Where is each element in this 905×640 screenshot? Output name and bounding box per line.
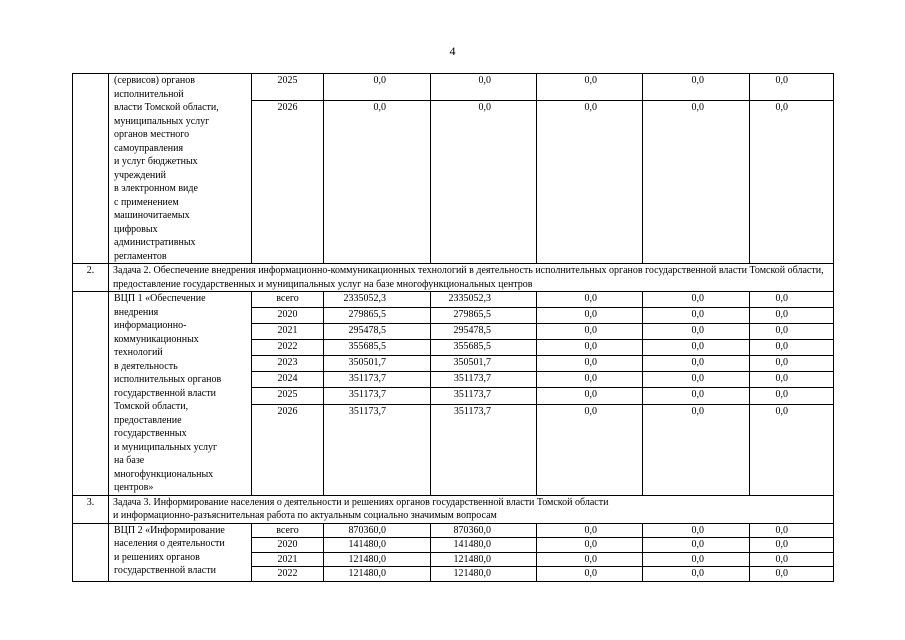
description-line: многофункциональных	[114, 468, 214, 480]
amount-cell: 121480,0	[431, 552, 537, 567]
description-line: учреждений	[114, 169, 166, 181]
amount-cell: 870360,0	[431, 523, 537, 538]
task-row	[73, 264, 834, 292]
description-line: в электронном виде	[114, 183, 198, 194]
task-title	[109, 495, 834, 523]
amount-cell: 0,0	[643, 356, 750, 372]
year-cell: 2020	[252, 538, 324, 553]
description-line: органов местного	[114, 129, 190, 140]
amount-cell: 0,0	[643, 388, 750, 404]
amount-cell: 0,0	[643, 340, 750, 356]
amount-cell: 0,0	[643, 404, 750, 495]
amount-cell: 0,0	[537, 404, 643, 495]
amount-cell: 0,0	[750, 292, 834, 308]
amount-cell: 0,0	[643, 324, 750, 340]
description-line: ВЦП 2 «Информирование	[114, 524, 225, 536]
amount-cell: 0,0	[537, 101, 643, 264]
description-line: внедрения	[114, 306, 159, 318]
amount-cell: 0,0	[537, 538, 643, 553]
amount-cell: 0,0	[537, 552, 643, 567]
description-line: цифровых	[114, 223, 158, 235]
amount-cell: 141480,0	[324, 538, 431, 553]
table-row	[73, 74, 834, 101]
amount-cell: 351173,7	[431, 404, 537, 495]
description-line: муниципальных услуг	[114, 115, 210, 127]
description-line: коммуникационных	[114, 333, 199, 345]
amount-cell: 0,0	[750, 567, 834, 582]
amount-cell: 0,0	[537, 567, 643, 582]
description-line: исполнительной	[114, 88, 184, 100]
amount-cell: 2335052,3	[431, 292, 537, 308]
amount-cell: 0,0	[750, 324, 834, 340]
amount-cell: 0,0	[750, 101, 834, 264]
amount-cell: 0,0	[643, 74, 750, 101]
description-line: (сервисов) органов	[114, 75, 196, 86]
description-line: и решениях органов	[114, 551, 200, 563]
description-line: государственной власти	[114, 387, 216, 399]
year-cell: 2022	[252, 567, 324, 582]
year-cell: 2026	[252, 404, 324, 495]
amount-cell: 0,0	[537, 356, 643, 372]
amount-cell: 121480,0	[324, 552, 431, 567]
program-description	[109, 292, 252, 496]
description-line: государственных	[114, 428, 187, 439]
amount-cell: 0,0	[643, 308, 750, 324]
amount-cell: 0,0	[324, 74, 431, 101]
amount-cell: 0,0	[537, 340, 643, 356]
amount-cell: 0,0	[643, 292, 750, 308]
amount-cell: 0,0	[643, 538, 750, 553]
description-line: на базе	[114, 455, 145, 466]
page-number: 4	[449, 44, 456, 58]
description-line: информационно-	[114, 320, 187, 331]
amount-cell: 0,0	[537, 74, 643, 101]
year-cell: всего	[252, 523, 324, 538]
task-number: 3.	[73, 495, 109, 523]
amount-cell: 0,0	[750, 552, 834, 567]
amount-cell: 0,0	[643, 552, 750, 567]
description-line: предоставление	[114, 414, 182, 426]
description-line: центров»	[114, 482, 154, 493]
amount-cell: 870360,0	[324, 523, 431, 538]
amount-cell: 0,0	[750, 308, 834, 324]
amount-cell: 121480,0	[431, 567, 537, 582]
description-line: исполнительных органов	[114, 374, 222, 385]
description-line: и услуг бюджетных	[114, 156, 198, 167]
table-row	[73, 292, 834, 308]
description-line: технологий	[114, 347, 163, 358]
amount-cell: 0,0	[431, 101, 537, 264]
description-line: и муниципальных услуг	[114, 441, 218, 453]
amount-cell: 0,0	[750, 372, 834, 388]
amount-cell: 0,0	[750, 523, 834, 538]
year-cell: 2021	[252, 324, 324, 340]
amount-cell: 0,0	[537, 388, 643, 404]
program-description	[109, 523, 252, 581]
description-line: населения о деятельности	[114, 538, 225, 549]
year-cell: 2024	[252, 372, 324, 388]
amount-cell: 0,0	[537, 292, 643, 308]
description-line: власти Томской области,	[114, 102, 219, 113]
program-description	[109, 74, 252, 264]
task-number: 2.	[73, 264, 109, 292]
amount-cell: 0,0	[431, 74, 537, 101]
description-line: самоуправления	[114, 142, 184, 154]
row-number-cell	[73, 74, 109, 264]
amount-cell: 0,0	[537, 308, 643, 324]
amount-cell: 350501,7	[431, 356, 537, 372]
amount-cell: 0,0	[643, 523, 750, 538]
year-cell: 2023	[252, 356, 324, 372]
amount-cell: 351173,7	[431, 372, 537, 388]
description-line: Томской области,	[114, 401, 189, 412]
year-cell: 2025	[252, 74, 324, 101]
amount-cell: 0,0	[643, 101, 750, 264]
amount-cell: 351173,7	[324, 388, 431, 404]
budget-table	[72, 73, 834, 582]
description-line: регламентов	[114, 250, 167, 262]
amount-cell: 0,0	[750, 388, 834, 404]
amount-cell: 0,0	[643, 372, 750, 388]
amount-cell: 0,0	[324, 101, 431, 264]
row-number-cell	[73, 292, 109, 496]
amount-cell: 351173,7	[324, 404, 431, 495]
amount-cell: 279865,5	[324, 308, 431, 324]
amount-cell: 0,0	[537, 324, 643, 340]
amount-cell: 355685,5	[324, 340, 431, 356]
amount-cell: 0,0	[750, 340, 834, 356]
description-line: машиночитаемых	[114, 210, 190, 221]
amount-cell: 141480,0	[431, 538, 537, 553]
description-line: ВЦП 1 «Обеспечение	[114, 293, 206, 304]
task-title: Задача 2. Обеспечение внедрения информационно-коммуникационных технологий в деятельность исполнительных органов государственной власти Томской области, предоставление государственных и муниципальных услуг на базе многофункциональных центров	[109, 264, 834, 292]
amount-cell: 121480,0	[324, 567, 431, 582]
amount-cell: 351173,7	[431, 388, 537, 404]
description-line: с применением	[114, 196, 179, 208]
row-number-cell	[73, 523, 109, 581]
amount-cell: 279865,5	[431, 308, 537, 324]
task-title-line-2: и информационно-разъяснительная работа по актуальным социально значимым вопросам	[113, 510, 497, 521]
year-cell: 2021	[252, 552, 324, 567]
amount-cell: 0,0	[750, 538, 834, 553]
amount-cell: 0,0	[750, 356, 834, 372]
amount-cell: 355685,5	[431, 340, 537, 356]
amount-cell: 0,0	[750, 404, 834, 495]
year-cell: 2022	[252, 340, 324, 356]
task-row	[73, 495, 834, 523]
amount-cell: 2335052,3	[324, 292, 431, 308]
year-cell: 2020	[252, 308, 324, 324]
amount-cell: 295478,5	[324, 324, 431, 340]
amount-cell: 0,0	[537, 523, 643, 538]
amount-cell: 0,0	[537, 372, 643, 388]
amount-cell: 0,0	[750, 74, 834, 101]
description-line: в деятельность	[114, 360, 178, 372]
task-title-line-1: Задача 3. Информирование населения о деятельности и решениях органов государственной власти Томской области	[113, 496, 609, 508]
amount-cell: 295478,5	[431, 324, 537, 340]
amount-cell: 0,0	[643, 567, 750, 582]
description-line: административных	[114, 237, 196, 248]
amount-cell: 350501,7	[324, 356, 431, 372]
table-row	[73, 523, 834, 538]
year-cell: 2025	[252, 388, 324, 404]
description-line: государственной власти	[114, 565, 216, 576]
year-cell: 2026	[252, 101, 324, 264]
amount-cell: 351173,7	[324, 372, 431, 388]
year-cell: всего	[252, 292, 324, 308]
